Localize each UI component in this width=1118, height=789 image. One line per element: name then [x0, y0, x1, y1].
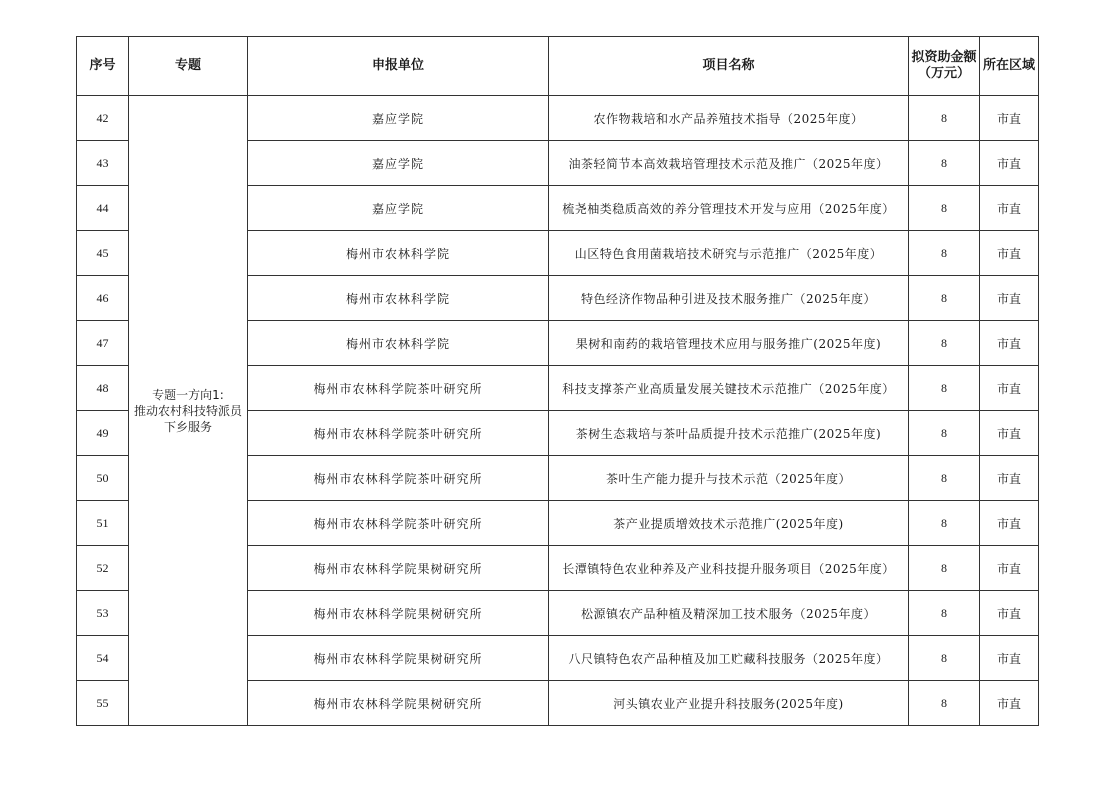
cell-project: 油茶轻简节本高效栽培管理技术示范及推广（2025年度）: [549, 141, 909, 186]
cell-amount: 8: [909, 366, 980, 411]
cell-amount: 8: [909, 591, 980, 636]
cell-amount: 8: [909, 276, 980, 321]
cell-unit: 梅州市农林科学院茶叶研究所: [248, 366, 549, 411]
cell-project: 茶叶生产能力提升与技术示范（2025年度）: [549, 456, 909, 501]
cell-unit: 嘉应学院: [248, 141, 549, 186]
cell-region: 市直: [980, 681, 1039, 726]
cell-index: 45: [77, 231, 129, 276]
cell-region: 市直: [980, 141, 1039, 186]
cell-index: 50: [77, 456, 129, 501]
cell-amount: 8: [909, 231, 980, 276]
cell-region: 市直: [980, 591, 1039, 636]
header-unit: 申报单位: [248, 37, 549, 96]
cell-index: 43: [77, 141, 129, 186]
cell-index: 46: [77, 276, 129, 321]
cell-unit: 梅州市农林科学院: [248, 276, 549, 321]
cell-unit: 嘉应学院: [248, 96, 549, 141]
table-body: [77, 96, 1039, 726]
cell-project: 特色经济作物品种引进及技术服务推广（2025年度）: [549, 276, 909, 321]
cell-project: 果树和南药的栽培管理技术应用与服务推广(2025年度): [549, 321, 909, 366]
cell-topic-merged: 专题一方向1: 推动农村科技特派员下乡服务: [129, 96, 248, 726]
cell-project: 河头镇农业产业提升科技服务(2025年度): [549, 681, 909, 726]
cell-amount: 8: [909, 411, 980, 456]
cell-unit: 梅州市农林科学院茶叶研究所: [248, 411, 549, 456]
cell-region: 市直: [980, 186, 1039, 231]
cell-amount: 8: [909, 186, 980, 231]
cell-region: 市直: [980, 96, 1039, 141]
cell-project: 长潭镇特色农业种养及产业科技提升服务项目（2025年度）: [549, 546, 909, 591]
cell-project: 八尺镇特色农产品种植及加工贮藏科技服务（2025年度）: [549, 636, 909, 681]
cell-region: 市直: [980, 456, 1039, 501]
cell-region: 市直: [980, 411, 1039, 456]
cell-amount: 8: [909, 321, 980, 366]
cell-index: 48: [77, 366, 129, 411]
cell-unit: 梅州市农林科学院: [248, 321, 549, 366]
header-index: 序号: [77, 37, 129, 96]
cell-index: 42: [77, 96, 129, 141]
cell-region: 市直: [980, 321, 1039, 366]
header-topic: 专题: [129, 37, 248, 96]
cell-index: 54: [77, 636, 129, 681]
cell-project: 茶产业提质增效技术示范推广(2025年度): [549, 501, 909, 546]
cell-index: 44: [77, 186, 129, 231]
cell-amount: 8: [909, 681, 980, 726]
cell-amount: 8: [909, 141, 980, 186]
cell-amount: 8: [909, 636, 980, 681]
cell-region: 市直: [980, 231, 1039, 276]
cell-project: 松源镇农产品种植及精深加工技术服务（2025年度）: [549, 591, 909, 636]
cell-project: 山区特色食用菌栽培技术研究与示范推广（2025年度）: [549, 231, 909, 276]
cell-unit: 梅州市农林科学院: [248, 231, 549, 276]
cell-unit: 梅州市农林科学院果树研究所: [248, 636, 549, 681]
cell-region: 市直: [980, 501, 1039, 546]
cell-region: 市直: [980, 276, 1039, 321]
cell-region: 市直: [980, 546, 1039, 591]
cell-project: 茶树生态栽培与茶叶品质提升技术示范推广(2025年度): [549, 411, 909, 456]
cell-region: 市直: [980, 366, 1039, 411]
header-project: 项目名称: [549, 37, 909, 96]
cell-unit: 梅州市农林科学院果树研究所: [248, 681, 549, 726]
funding-table: [76, 36, 1039, 726]
cell-region: 市直: [980, 636, 1039, 681]
cell-amount: 8: [909, 96, 980, 141]
cell-amount: 8: [909, 546, 980, 591]
cell-unit: 梅州市农林科学院茶叶研究所: [248, 501, 549, 546]
cell-index: 52: [77, 546, 129, 591]
cell-index: 55: [77, 681, 129, 726]
cell-project: 梳尧柚类稳质高效的养分管理技术开发与应用（2025年度）: [549, 186, 909, 231]
cell-unit: 梅州市农林科学院茶叶研究所: [248, 456, 549, 501]
cell-unit: 梅州市农林科学院果树研究所: [248, 546, 549, 591]
cell-index: 53: [77, 591, 129, 636]
cell-unit: 嘉应学院: [248, 186, 549, 231]
cell-project: 农作物栽培和水产品养殖技术指导（2025年度）: [549, 96, 909, 141]
cell-project: 科技支撑茶产业高质量发展关键技术示范推广（2025年度）: [549, 366, 909, 411]
header-amount: 拟资助金额 （万元）: [909, 37, 980, 96]
cell-index: 51: [77, 501, 129, 546]
cell-amount: 8: [909, 501, 980, 546]
cell-index: 47: [77, 321, 129, 366]
header-region: 所在区域: [980, 37, 1039, 96]
cell-unit: 梅州市农林科学院果树研究所: [248, 591, 549, 636]
cell-index: 49: [77, 411, 129, 456]
table-header-row: [77, 37, 1039, 96]
cell-amount: 8: [909, 456, 980, 501]
table-row: [77, 96, 1039, 141]
